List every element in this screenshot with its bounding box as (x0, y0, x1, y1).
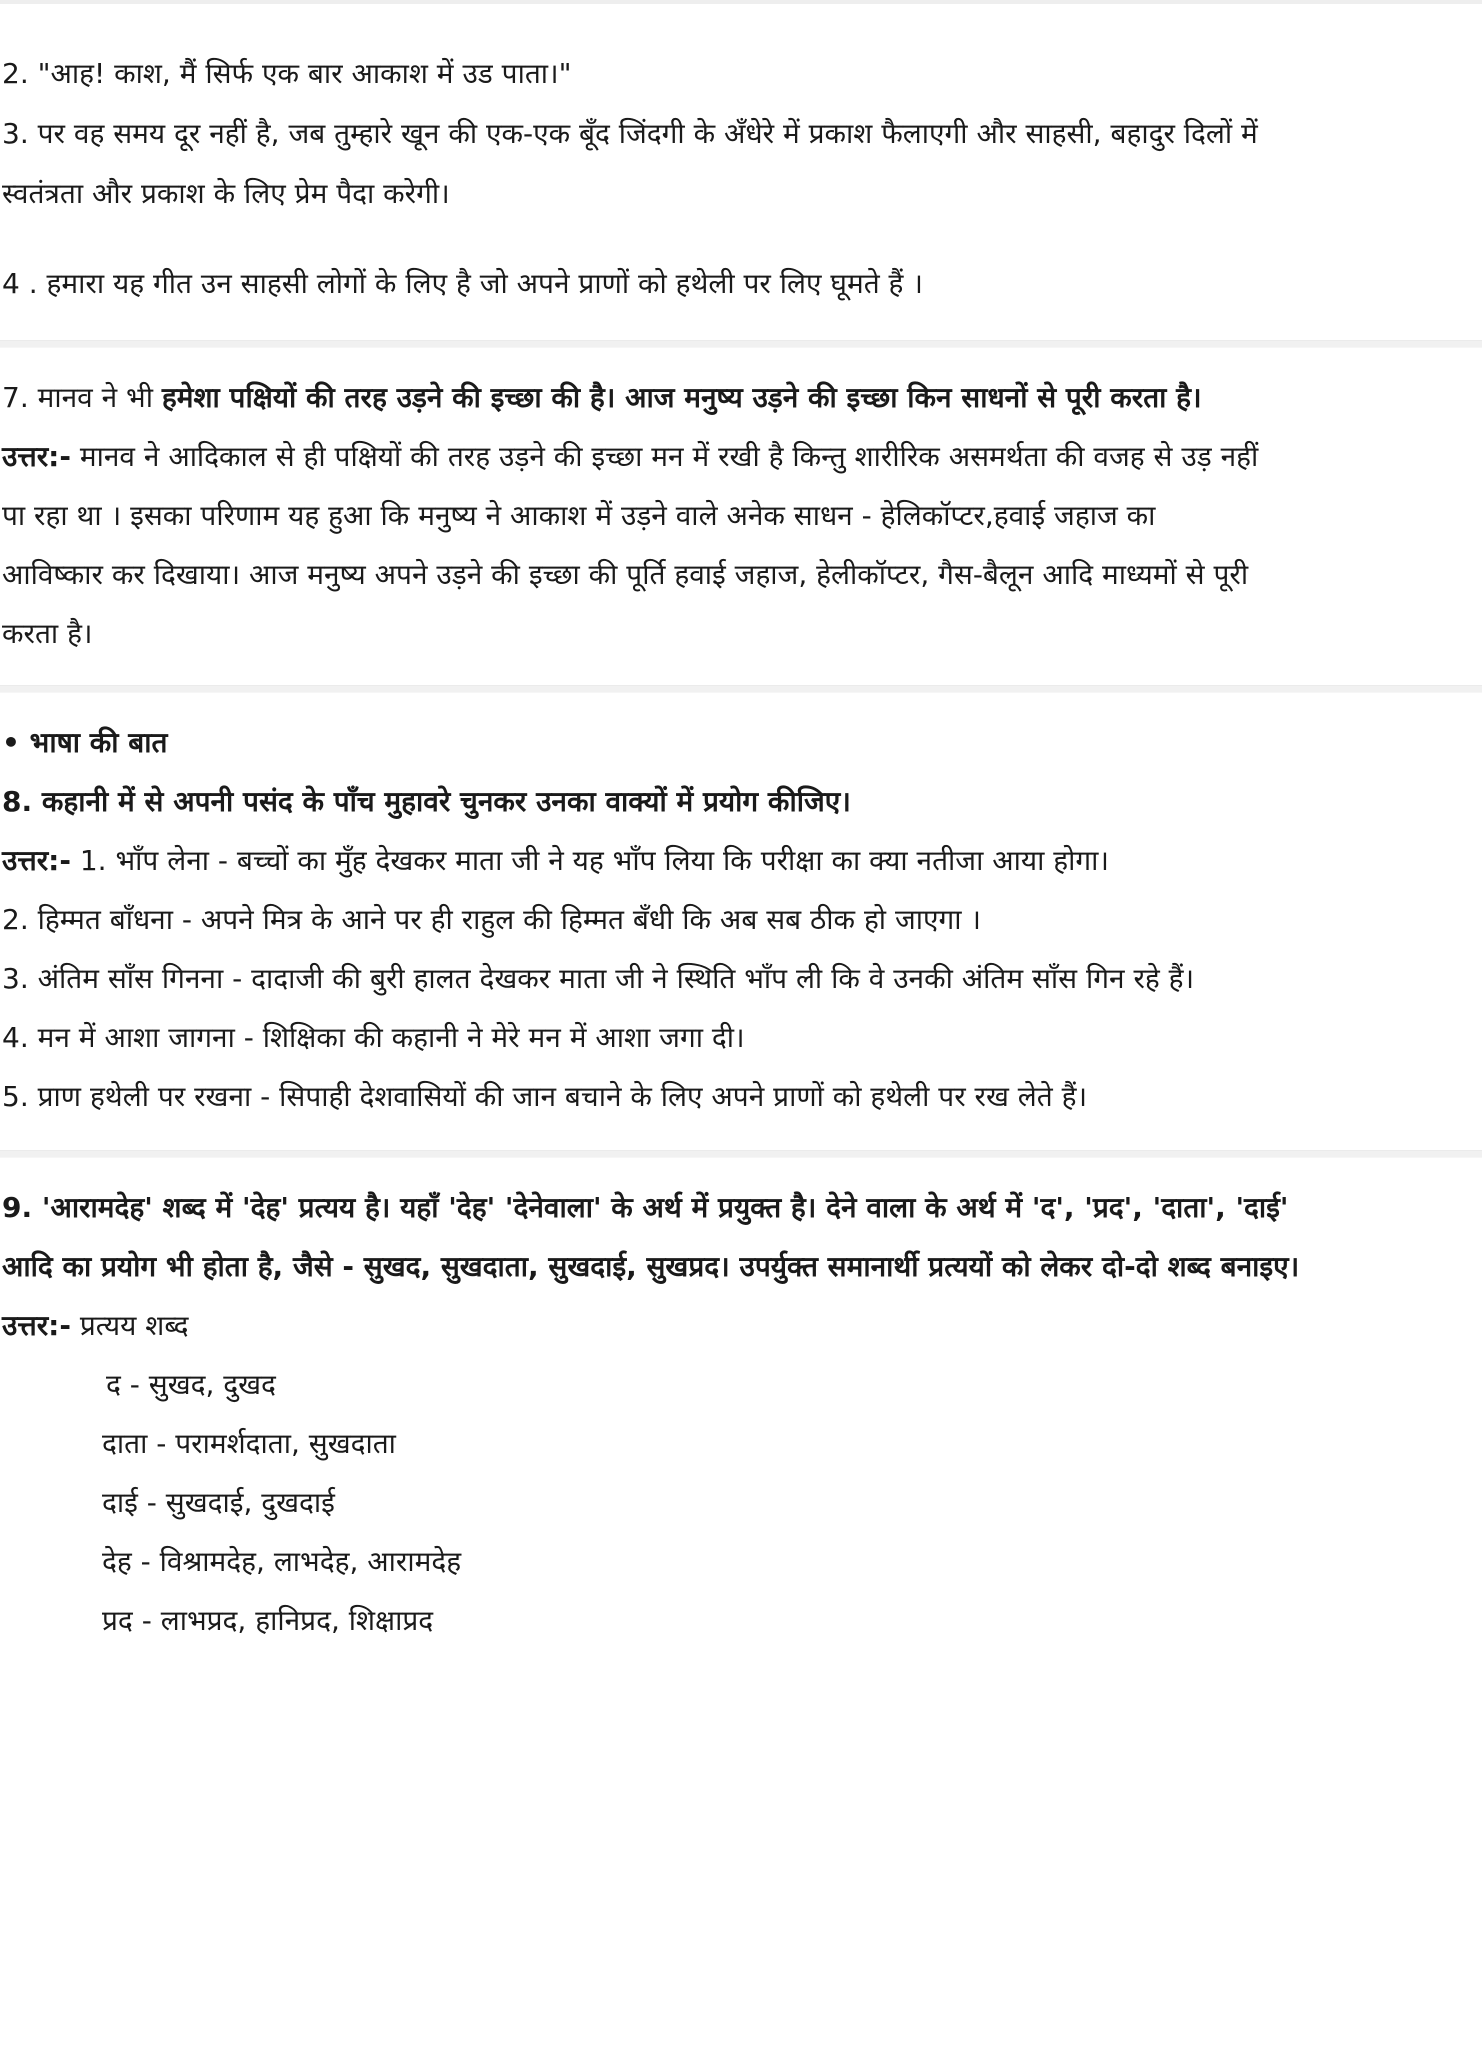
answer-7-line-1 (2, 427, 1482, 486)
quote-line-3-cont: स्वतंत्रता और प्रकाश के लिए प्रेम पैदा करेगी। (2, 177, 450, 210)
quote-line-3: 3. पर वह समय दूर नहीं है, जब तुम्हारे खून की एक-एक बूँद जिंदगी के अँधेरे में प्रकाश फैलाएगी और साहसी, बहादुर दिलों में (2, 117, 1258, 150)
question-8: 8. कहानी में से अपनी पसंद के पाँच मुहावरे चुनकर उनका वाक्यों में प्रयोग कीजिए। (2, 785, 851, 818)
answer-8-item-4: 4. मन में आशा जागना - शिक्षिका की कहानी ने मेरे मन में आशा जगा दी। (2, 1021, 745, 1054)
question-9-line-2: आदि का प्रयोग भी होता है, जैसे - सुखद, सुखदाता, सुखदाई, सुखप्रद। उपर्युक्त समानार्थी प्रत्ययों को लेकर दो-दो शब्द बनाइए। (2, 1250, 1300, 1283)
suffix-row-deh: देह - विश्रामदेह, लाभदेह, आरामदेह (102, 1545, 462, 1578)
suffix-row-prad: प्रद - लाभप्रद, हानिप्रद, शिक्षाप्रद (102, 1604, 434, 1637)
answer-label: उत्तर:- (2, 1309, 71, 1342)
answer-8-item-1 (2, 831, 1482, 890)
quote-line-4: 4 . हमारा यह गीत उन साहसी लोगों के लिए है जो अपने प्राणों को हथेली पर लिए घूमते हैं । (2, 267, 923, 300)
answer-9-header-text: प्रत्यय शब्द (70, 1309, 189, 1342)
answer-label: उत्तर:- (2, 844, 71, 877)
section-question-8 (0, 693, 1482, 1126)
section-question-7 (0, 348, 1482, 663)
section-quotes (0, 4, 1482, 314)
section-divider (0, 1150, 1482, 1158)
section-divider (0, 685, 1482, 693)
question-7-bold: हमेशा पक्षियों की तरह उड़ने की इच्छा की है। आज मनुष्य उड़ने की इच्छा किन साधनों से पूरी करता है। (161, 381, 1202, 414)
answer-8-item-3: 3. अंतिम साँस गिनना - दादाजी की बुरी हालत देखकर माता जी ने स्थिति भाँप ली कि वे उनकी अंतिम साँस गिन रहे हैं। (2, 962, 1195, 995)
answer-9-header (2, 1296, 1482, 1355)
answer-7-text-1: मानव ने आदिकाल से ही पक्षियों की तरह उड़ने की इच्छा मन में रखी है किन्तु शारीरिक असमर्थता की वजह से उड़ नहीं (70, 440, 1259, 473)
question-7-prefix: 7. मानव ने भी (2, 381, 162, 414)
answer-8-item-2: 2. हिम्मत बाँधना - अपने मित्र के आने पर ही राहुल की हिम्मत बँधी कि अब सब ठीक हो जाएगा । (2, 903, 982, 936)
section-divider (0, 340, 1482, 348)
question-7 (2, 368, 1482, 427)
section-question-9 (0, 1158, 1482, 1650)
answer-8-item-5: 5. प्राण हथेली पर रखना - सिपाही देशवासियों की जान बचाने के लिए अपने प्राणों को हथेली पर रख लेते हैं। (2, 1080, 1088, 1113)
suffix-row-da: द - सुखद, दुखद (106, 1368, 276, 1401)
answer-8-text-1: 1. भाँप लेना - बच्चों का मुँह देखकर माता जी ने यह भाँप लिया कि परीक्षा का क्या नतीजा आया होगा। (70, 844, 1109, 877)
question-9-line-1: 9. 'आरामदेह' शब्द में 'देह' प्रत्यय है। यहाँ 'देह' 'देनेवाला' के अर्थ में प्रयुक्त है। देने वाला के अर्थ में 'द', 'प्रद', 'दाता', 'दाई' (2, 1191, 1289, 1224)
answer-7-line-4: करता है। (2, 617, 93, 650)
suffix-row-daai: दाई - सुखदाई, दुखदाई (102, 1486, 335, 1519)
suffix-row-daata: दाता - परामर्शदाता, सुखदाता (102, 1427, 396, 1460)
answer-label: उत्तर:- (2, 440, 71, 473)
section-heading-language: • भाषा की बात (2, 726, 168, 759)
quote-line-2: 2. "आह! काश, मैं सिर्फ एक बार आकाश में उड पाता।" (2, 57, 572, 90)
answer-7-line-3: आविष्कार कर दिखाया। आज मनुष्य अपने उड़ने की इच्छा की पूर्ति हवाई जहाज, हेलीकॉप्टर, गैस-बैलून आदि माध्यमों से पूरी (2, 558, 1249, 591)
answer-7-line-2: पा रहा था । इसका परिणाम यह हुआ कि मनुष्य ने आकाश में उड़ने वाले अनेक साधन - हेलिकॉप्टर,हवाई जहाज का (2, 499, 1156, 532)
